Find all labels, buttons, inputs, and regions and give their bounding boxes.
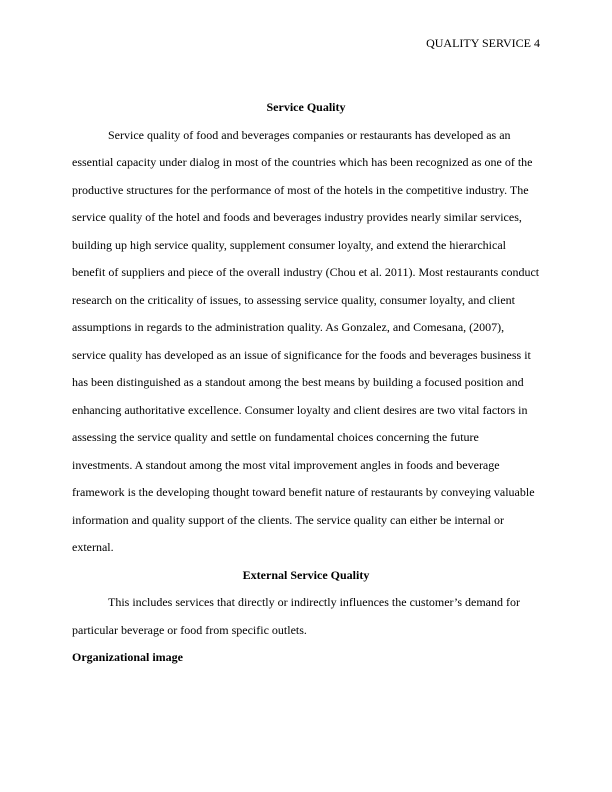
section-heading-service-quality: Service Quality [266, 100, 346, 114]
text-line: assumptions in regards to the administration quality. As Gonzalez, and Comesana, (2007), [72, 320, 505, 334]
text-line: external. [72, 540, 114, 554]
text-line: service quality of the hotel and foods and beverages industry provides nearly similar services, [72, 210, 522, 224]
text-line: information and quality support of the clients. The service quality can either be internal or [72, 512, 504, 527]
text-line: framework is the developing thought toward benefit nature of restaurants by conveying valuable [72, 485, 535, 499]
running-head: QUALITY SERVICE 4 [426, 36, 540, 50]
text-line: research on the criticality of issues, to assessing service quality, consumer loyalty, and client [72, 292, 515, 307]
text-line: service quality has developed as an issue of significance for the foods and beverages business it [72, 347, 531, 362]
text-line: has been distinguished as a standout among the best means by building a focused position and [72, 375, 524, 389]
section-heading-external-service-quality: External Service Quality [242, 567, 370, 582]
text-line: benefit of suppliers and piece of the overall industry (Chou et al. 2011). Most restaurants conduct [72, 265, 540, 279]
paragraph-external-service-quality [72, 589, 540, 644]
text-line: enhancing authoritative excellence. Consumer loyalty and client desires are two vital factors in [72, 402, 528, 417]
text-line: assessing the service quality and settle on fundamental choices concerning the future [72, 430, 479, 444]
text-line: productive structures for the performance of most of the hotels in the competitive industry. The [72, 182, 529, 197]
text-line: Service quality of food and beverages companies or restaurants has developed as an [108, 127, 511, 142]
document-body [72, 94, 540, 672]
text-line: building up high service quality, supplement consumer loyalty, and extend the hierarchical [72, 237, 506, 252]
text-line: essential capacity under dialog in most of the countries which has been recognized as one of the [72, 155, 533, 169]
paragraph-service-quality [72, 122, 540, 562]
text-line: investments. A standout among the most vital improvement angles in foods and beverage [72, 457, 500, 472]
section-heading-organizational-image: Organizational image [72, 650, 183, 664]
text-line: This includes services that directly or indirectly influences the customer’s demand for [108, 595, 520, 609]
text-line: particular beverage or food from specific outlets. [72, 622, 307, 637]
